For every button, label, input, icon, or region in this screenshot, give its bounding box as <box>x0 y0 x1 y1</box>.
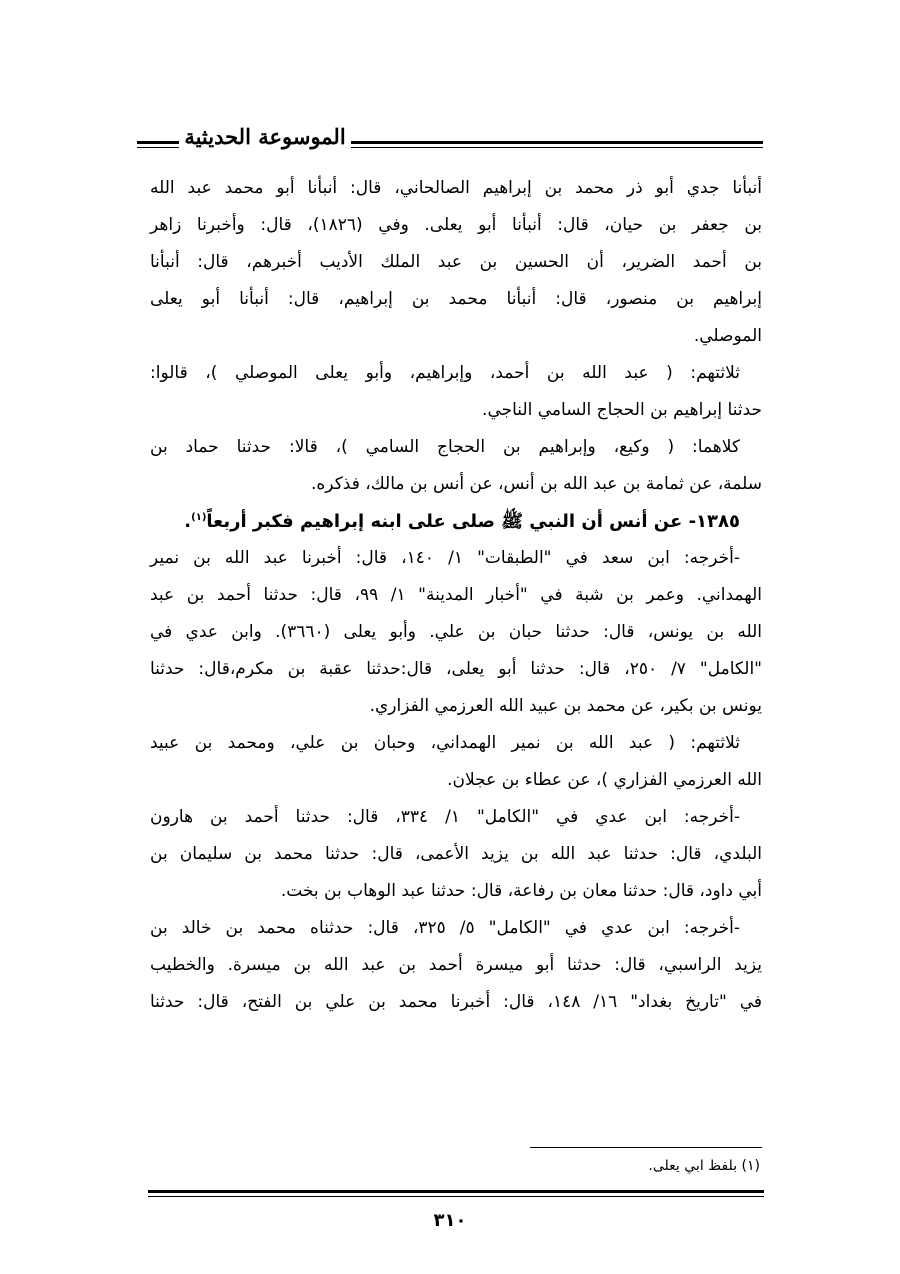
text-line: حدثنا إبراهيم بن الحجاج السامي الناجي. <box>482 400 762 420</box>
text-line: يونس بن بكير، عن محمد بن عبيد الله العرزمي الفزاري. <box>369 696 762 716</box>
header-rule-left-thick <box>351 141 763 144</box>
text-line: -أخرجه: ابن عدي في "الكامل" ١/ ٣٣٤، قال: حدثنا أحمد بن هارون <box>150 807 740 827</box>
footnote-marker[interactable]: (١) <box>191 512 207 523</box>
text-line: ثلاثتهم: ( عبد الله بن أحمد، وإبراهيم، وأبو يعلى الموصلي )، قالوا: <box>150 363 740 383</box>
text-line: أنبأنا جدي أبو ذر محمد بن إبراهيم الصالحاني، قال: أنبأنا أبو محمد عبد الله <box>150 178 762 198</box>
footnote-separator <box>530 1147 762 1148</box>
heading-end-mark: . <box>184 511 192 532</box>
text-line: "الكامل" ٧/ ٢٥٠، قال: حدثنا أبو يعلى، قال:حدثنا عقبة بن مكرم،قال: حدثنا <box>150 659 762 679</box>
footer-rule-thin <box>148 1196 764 1197</box>
text-line: يزيد الراسبي، قال: حدثنا أبو ميسرة أحمد بن عبد الله بن ميسرة. والخطيب <box>150 955 762 975</box>
text-line: الله العرزمي الفزاري )، عن عطاء بن عجلان. <box>447 770 762 790</box>
text-line: كلاهما: ( وكيع، وإبراهيم بن الحجاج السامي )، قالا: حدثنا حماد بن <box>150 437 740 457</box>
header-rule-right-thin <box>137 147 179 148</box>
text-line: -أخرجه: ابن عدي في "الكامل" ٥/ ٣٢٥، قال: حدثناه محمد بن خالد بن <box>150 918 740 938</box>
page-number: ٣١٠ <box>433 1210 467 1231</box>
hadith-heading <box>150 503 762 540</box>
text-line: الهمداني. وعمر بن شبة في "أخبار المدينة" ١/ ٩٩، قال: حدثنا أحمد بن عبد <box>150 585 762 605</box>
body-text <box>150 170 762 1021</box>
text-line: ثلاثتهم: ( عبد الله بن نمير الهمداني، وحبان بن علي، ومحمد بن عبيد <box>150 733 740 753</box>
text-line: أبي داود، قال: حدثنا معان بن رفاعة، قال: حدثنا عبد الوهاب بن بخت. <box>280 881 762 901</box>
footer-rule-thick <box>148 1190 764 1193</box>
header-rule-left-thin <box>351 147 763 148</box>
footnote: (١) بلفظ ابي يعلى. <box>648 1158 760 1174</box>
text-line: إبراهيم بن منصور، قال: أنبأنا محمد بن إبراهيم، قال: أنبأنا أبو يعلى <box>150 289 762 309</box>
header-rule-right-thick <box>137 141 179 144</box>
text-line: بن جعفر بن حيان، قال: أنبأنا أبو يعلى. وفي (١٨٢٦)، قال: وأخبرنا زاهر <box>150 215 762 235</box>
header-title: الموسوعة الحديثية <box>184 124 346 149</box>
hadith-heading-text: ١٣٨٥- عن أنس أن النبي ﷺ صلى على ابنه إبراهيم فكبر أربعاً <box>206 511 740 532</box>
text-line: البلدي، قال: حدثنا عبد الله بن يزيد الأعمى، قال: حدثنا محمد بن سليمان بن <box>150 844 762 864</box>
text-line: سلمة، عن ثمامة بن عبد الله بن أنس، عن أنس بن مالك، فذكره. <box>311 474 762 494</box>
text-line: في "تاريخ بغداد" ١٦/ ١٤٨، قال: أخبرنا محمد بن علي بن الفتح، قال: حدثنا <box>150 992 763 1012</box>
text-line: -أخرجه: ابن سعد في "الطبقات" ١/ ١٤٠، قال: أخبرنا عبد الله بن نمير <box>150 548 741 568</box>
text-line: بن أحمد الضرير، أن الحسين بن عبد الملك الأديب أخبرهم، قال: أنبأنا <box>150 252 762 272</box>
text-line: الموصلي. <box>693 326 762 346</box>
text-line: الله بن يونس، قال: حدثنا حبان بن علي. وأبو يعلى (٣٦٦٠). وابن عدي في <box>150 622 762 642</box>
